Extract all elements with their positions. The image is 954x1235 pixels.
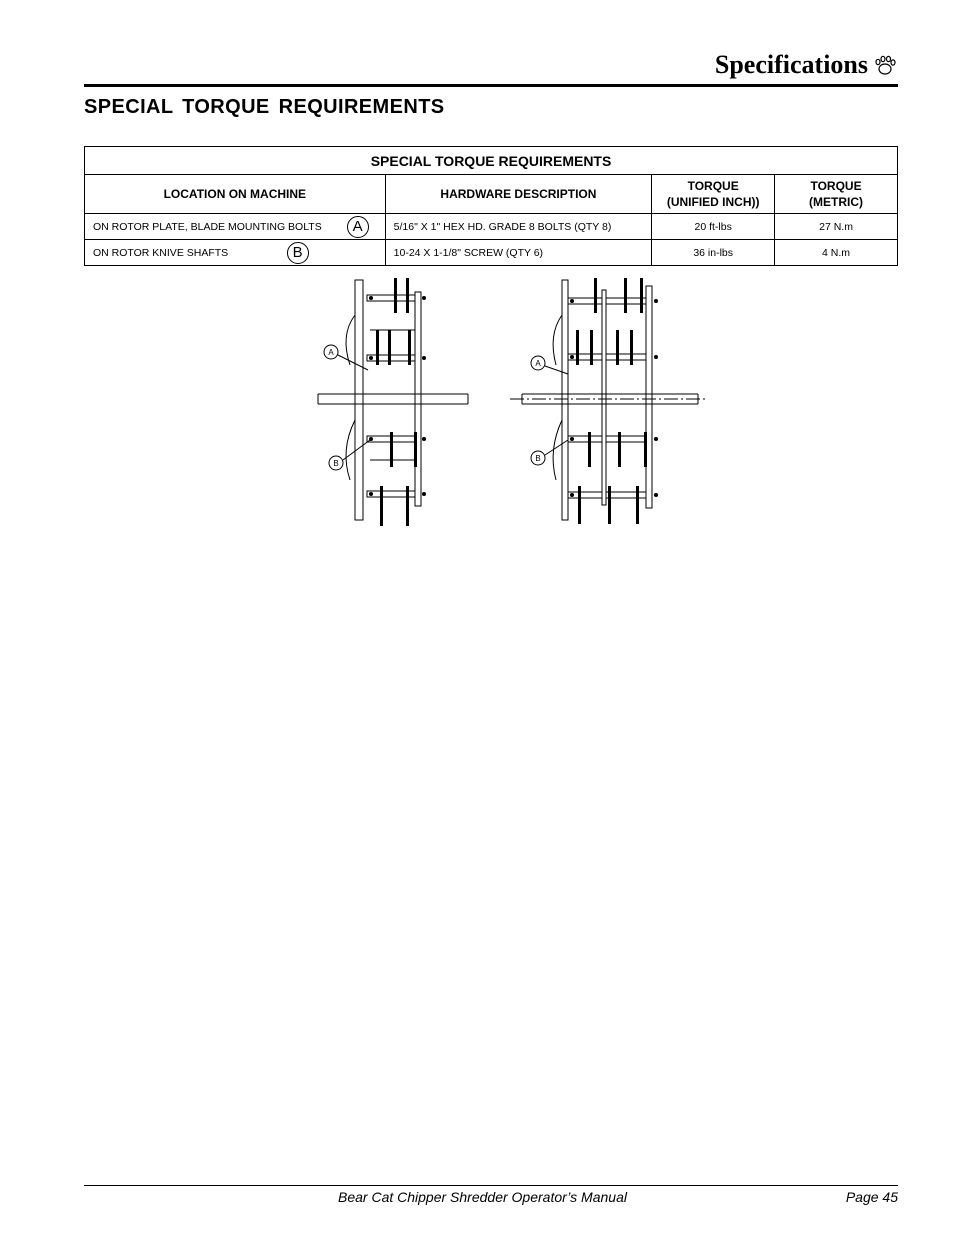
column-header-torque-inch xyxy=(652,175,775,214)
column-header-hardware: HARDWARE DESCRIPTION xyxy=(385,175,652,214)
location-cell xyxy=(85,240,386,266)
header-divider xyxy=(84,84,898,87)
column-header-location: LOCATION ON MACHINE xyxy=(85,175,386,214)
table-caption: SPECIAL TORQUE REQUIREMENTS xyxy=(85,147,898,175)
hardware-cell: 5/16" X 1" HEX HD. GRADE 8 BOLTS (QTY 8) xyxy=(385,214,652,240)
header-title: Specifications xyxy=(714,50,868,79)
table-row xyxy=(85,214,898,240)
column-header-torque-metric-line2: (METRIC) xyxy=(809,195,864,209)
column-header-torque-metric xyxy=(775,175,898,214)
torque-metric-cell: 4 N.m xyxy=(775,240,898,266)
location-text: ON ROTOR KNIVE SHAFTS xyxy=(93,246,229,259)
table-row xyxy=(85,240,898,266)
callout-label: A xyxy=(347,216,369,238)
torque-inch-cell: 36 in-lbs xyxy=(652,240,775,266)
column-header-torque-metric-line1: TORQUE xyxy=(810,179,862,193)
torque-inch-cell: 20 ft-lbs xyxy=(652,214,775,240)
torque-table xyxy=(84,146,898,266)
diagram-label-b: B xyxy=(333,459,339,468)
column-header-torque-inch-line1: TORQUE xyxy=(687,179,739,193)
hardware-cell: 10-24 X 1-1/8" SCREW (QTY 6) xyxy=(385,240,652,266)
footer-divider xyxy=(84,1185,898,1186)
callout-label: B xyxy=(287,242,309,264)
location-cell xyxy=(85,214,386,240)
diagram-label-a: A xyxy=(535,359,541,368)
bear-paw-icon xyxy=(874,54,896,76)
rotor-diagram xyxy=(300,270,720,532)
column-header-torque-inch-line2: (UNIFIED INCH)) xyxy=(666,195,760,209)
footer-manual-title: Bear Cat Chipper Shredder Operator’s Manual xyxy=(338,1189,627,1205)
rotor-side-view xyxy=(510,280,708,520)
diagram-label-b: B xyxy=(535,454,541,463)
torque-metric-cell: 27 N.m xyxy=(775,214,898,240)
diagram-label-a: A xyxy=(328,348,334,357)
location-text: ON ROTOR PLATE, BLADE MOUNTING BOLTS xyxy=(93,220,322,233)
section-title: SPECIAL TORQUE REQUIREMENTS xyxy=(84,96,445,118)
footer-page-number: Page 45 xyxy=(845,1189,898,1205)
rotor-side-view xyxy=(318,280,468,520)
page-header xyxy=(715,50,896,80)
